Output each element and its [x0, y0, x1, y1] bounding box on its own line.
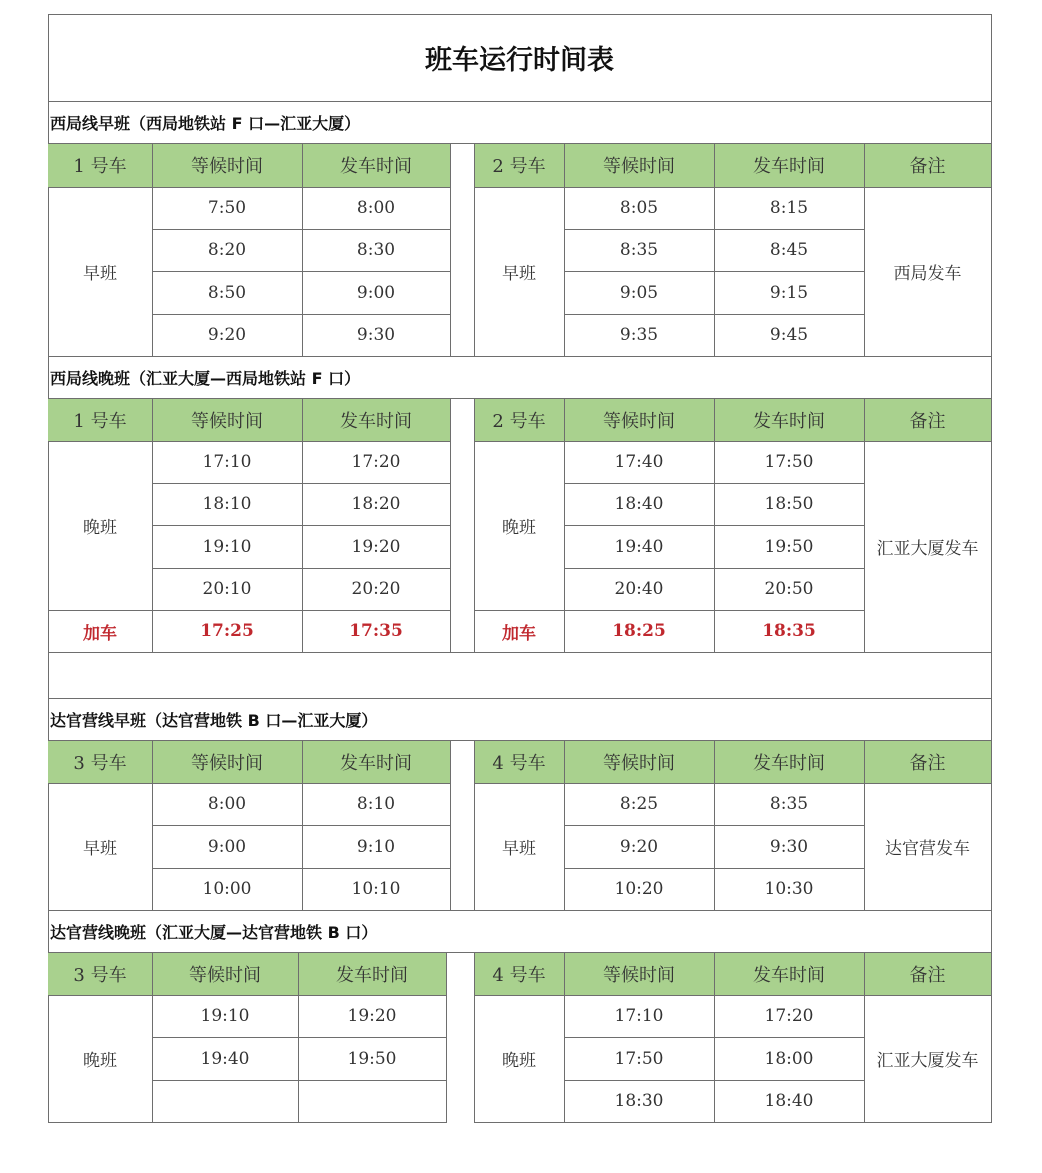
wait-time-cell: 20:40: [614, 579, 664, 599]
wait-time-cell: 19:10: [200, 1006, 250, 1026]
depart-time-header: 发车时间: [753, 752, 825, 774]
car-number-header: 2 号车: [492, 156, 546, 177]
depart-time-header: 发车时间: [340, 156, 412, 177]
wait-time-cell: 7:50: [207, 198, 247, 218]
depart-time-cell: 8:45: [769, 240, 809, 260]
wait-time-cell: 19:40: [200, 1048, 250, 1069]
grid-line: [48, 652, 451, 653]
wait-time-cell: 8:05: [619, 198, 659, 218]
car-number-header: 2 号车: [492, 410, 546, 432]
shift-label: 早班: [502, 839, 536, 859]
note-header: 备注: [909, 156, 946, 177]
grid-line: [474, 652, 992, 653]
wait-time-header: 等候时间: [191, 752, 263, 774]
depart-time-cell: [298, 1080, 446, 1122]
wait-time-header: 等候时间: [603, 156, 675, 177]
depart-time-cell: 18:40: [764, 1091, 814, 1111]
depart-time-cell: 9:15: [769, 282, 809, 303]
extra-depart-time: 17:35: [349, 621, 403, 641]
depart-time-header: 发车时间: [753, 410, 825, 432]
note-cell: 汇亚大厦发车: [876, 1051, 979, 1071]
depart-time-cell: 17:50: [764, 452, 814, 472]
wait-time-cell: 8:25: [619, 794, 659, 814]
wait-time-cell: 18:10: [202, 494, 252, 514]
depart-time-cell: 10:10: [351, 879, 401, 899]
shift-label: 晚班: [502, 518, 536, 538]
extra-wait-time: 18:25: [612, 621, 666, 641]
section-heading: 达官营线晚班（汇亚大厦—达官营地铁 B 口）: [50, 922, 378, 942]
extra-bus-label: 加车: [502, 623, 536, 644]
shift-label: 晚班: [83, 518, 117, 538]
note-cell: 西局发车: [893, 264, 962, 284]
car-number-header: 4 号车: [492, 964, 546, 986]
depart-time-cell: 19:20: [347, 1006, 397, 1026]
note-header: 备注: [909, 964, 946, 986]
car-number-header: 4 号车: [492, 752, 546, 774]
depart-time-cell: 19:50: [764, 536, 814, 557]
depart-time-cell: 19:50: [347, 1048, 397, 1069]
wait-time-cell: 8:20: [207, 240, 247, 260]
car-number-header: 1 号车: [73, 410, 127, 432]
depart-time-cell: 9:30: [356, 325, 396, 345]
wait-time-cell: 9:35: [619, 325, 659, 345]
wait-time-cell: 10:00: [202, 879, 252, 899]
note-header: 备注: [909, 410, 946, 432]
depart-time-cell: 8:30: [356, 240, 396, 260]
extra-bus-label: 加车: [83, 623, 117, 644]
depart-time-header: 发车时间: [336, 964, 408, 986]
shift-label: 晚班: [83, 1051, 117, 1071]
car-number-header: 1 号车: [73, 156, 127, 177]
depart-time-cell: 20:50: [764, 579, 814, 599]
wait-time-cell: 19:10: [202, 536, 252, 557]
depart-time-cell: 9:45: [769, 325, 809, 345]
shift-label: 早班: [83, 839, 117, 859]
grid-line: [474, 1122, 992, 1123]
wait-time-header: 等候时间: [603, 752, 675, 774]
wait-time-cell: 18:30: [614, 1091, 664, 1111]
wait-time-cell: 17:40: [614, 452, 664, 472]
grid-line: [48, 1122, 447, 1123]
extra-depart-time: 18:35: [762, 621, 816, 641]
depart-time-cell: 20:20: [351, 579, 401, 599]
wait-time-cell: 8:50: [207, 282, 247, 303]
section-heading: 西局线早班（西局地铁站 F 口—汇亚大厦）: [50, 113, 361, 133]
grid-line: [48, 14, 992, 15]
wait-time-cell: 17:10: [202, 452, 252, 472]
note-cell: 达官营发车: [885, 839, 970, 859]
depart-time-cell: 9:10: [356, 836, 396, 857]
depart-time-cell: 9:00: [356, 282, 396, 303]
depart-time-cell: 10:30: [764, 879, 814, 899]
depart-time-cell: 8:15: [769, 198, 809, 218]
wait-time-cell: 9:20: [207, 325, 247, 345]
depart-time-cell: 17:20: [351, 452, 401, 472]
depart-time-cell: 8:35: [769, 794, 809, 814]
car-number-header: 3 号车: [73, 964, 127, 986]
wait-time-cell: 8:00: [207, 794, 247, 814]
wait-time-cell: 9:05: [619, 282, 659, 303]
depart-time-header: 发车时间: [753, 156, 825, 177]
depart-time-cell: 18:20: [351, 494, 401, 514]
car-number-header: 3 号车: [73, 752, 127, 774]
grid-line: [991, 14, 992, 1122]
depart-time-cell: 9:30: [769, 836, 809, 857]
shift-label: 早班: [83, 264, 117, 284]
wait-time-cell: 19:40: [614, 536, 664, 557]
section-heading: 西局线晚班（汇亚大厦—西局地铁站 F 口）: [50, 368, 361, 388]
wait-time-cell: 17:50: [614, 1048, 664, 1069]
depart-time-header: 发车时间: [340, 410, 412, 432]
section-heading: 达官营线早班（达官营地铁 B 口—汇亚大厦）: [50, 710, 378, 730]
wait-time-header: 等候时间: [603, 410, 675, 432]
depart-time-cell: 18:00: [764, 1048, 814, 1069]
shift-label: 早班: [502, 264, 536, 284]
wait-time-header: 等候时间: [189, 964, 261, 986]
depart-time-cell: 8:10: [356, 794, 396, 814]
depart-time-cell: 18:50: [764, 494, 814, 514]
shift-label: 晚班: [502, 1051, 536, 1071]
wait-time-cell: 17:10: [614, 1006, 664, 1026]
wait-time-cell: 9:00: [207, 836, 247, 857]
wait-time-cell: 20:10: [202, 579, 252, 599]
wait-time-header: 等候时间: [191, 156, 263, 177]
wait-time-cell: 9:20: [619, 836, 659, 857]
wait-time-cell: [152, 1080, 298, 1122]
page-title: 班车运行时间表: [425, 45, 614, 76]
depart-time-header: 发车时间: [753, 964, 825, 986]
extra-wait-time: 17:25: [200, 621, 254, 641]
wait-time-header: 等候时间: [191, 410, 263, 432]
depart-time-cell: 17:20: [764, 1006, 814, 1026]
depart-time-cell: 19:20: [351, 536, 401, 557]
wait-time-cell: 10:20: [614, 879, 664, 899]
depart-time-cell: 8:00: [356, 198, 396, 218]
wait-time-header: 等候时间: [603, 964, 675, 986]
grid-line: [450, 143, 451, 356]
wait-time-cell: 8:35: [619, 240, 659, 260]
note-cell: 汇亚大厦发车: [876, 539, 979, 559]
depart-time-header: 发车时间: [340, 752, 412, 774]
wait-time-cell: 18:40: [614, 494, 664, 514]
note-header: 备注: [909, 752, 946, 774]
